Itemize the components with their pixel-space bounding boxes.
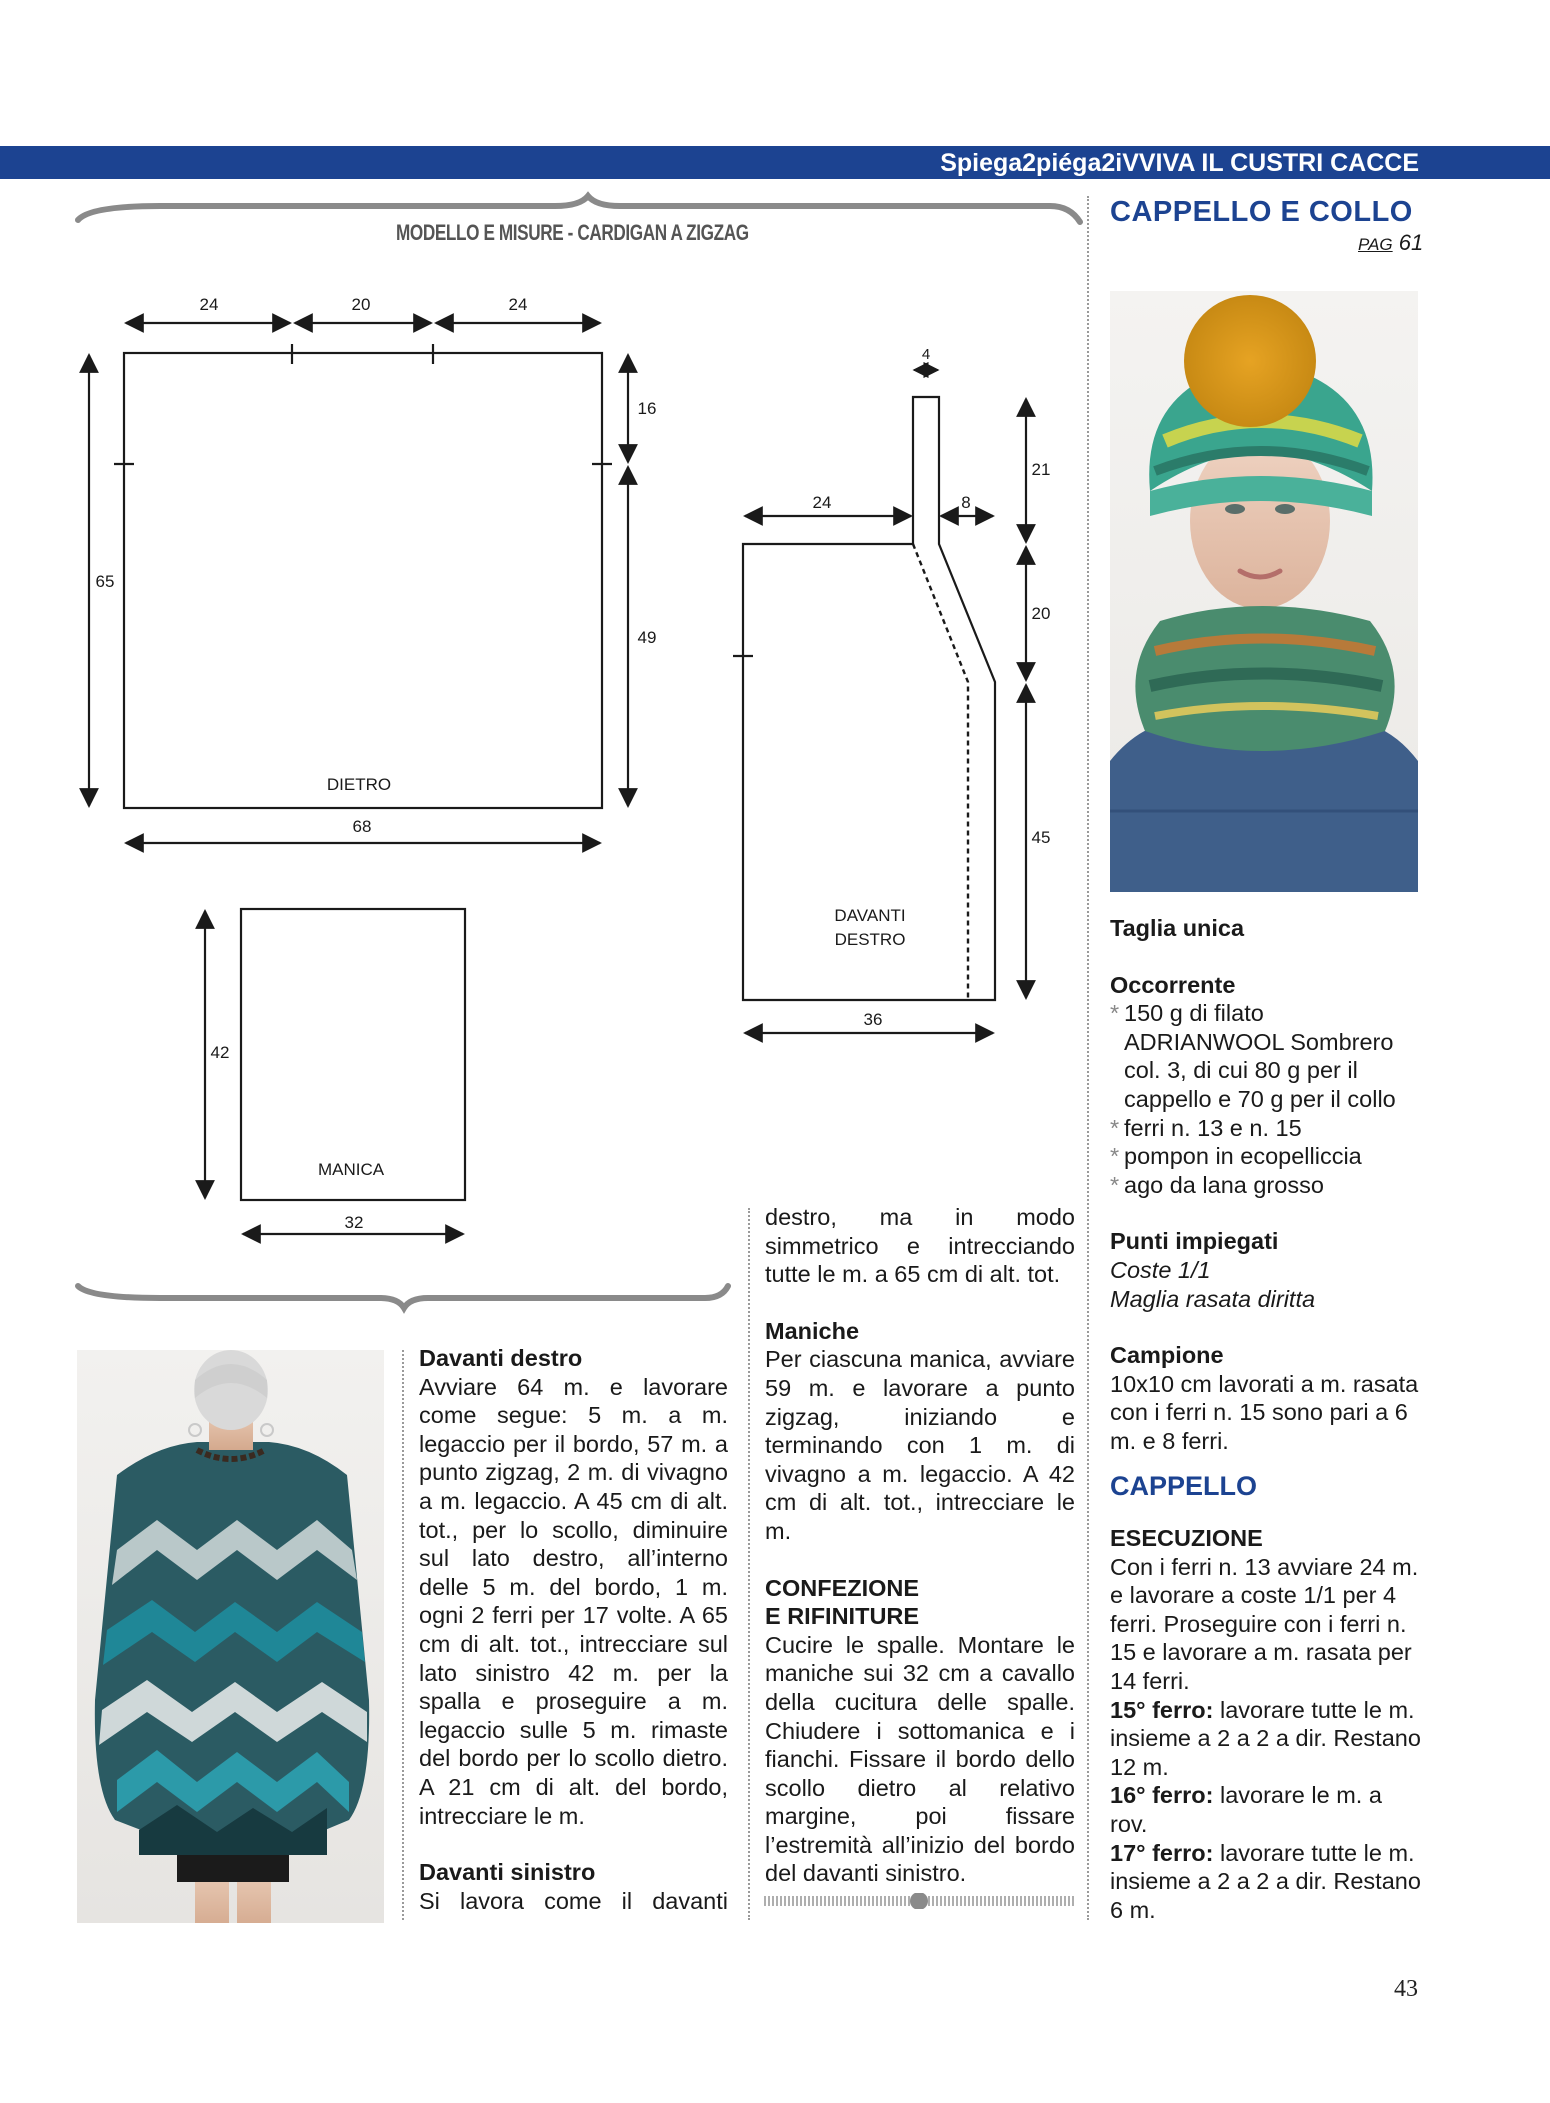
label-back-width: 68: [352, 817, 372, 836]
label-back-height: 65: [95, 572, 115, 591]
heading-cappello: CAPPELLO: [1110, 1470, 1258, 1501]
label-front-name-2: DESTRO: [834, 930, 906, 949]
heading-davanti-destro: Davanti destro: [419, 1345, 583, 1371]
label-front-top: 24: [812, 493, 832, 512]
text-maniche: Per ciascuna manica, avviare 59 m. e lavorare a punto zigzag, iniziando e terminando con 1 m. di vivagno a m. legaccio. A 42 cm di alt. tot., intrecciare le m.: [765, 1346, 1075, 1544]
heading-campione: Campione: [1110, 1342, 1224, 1369]
text-davanti-destro: Avviare 64 m. e lavorare come segue: 5 m. a m. legaccio per il bordo, 57 m. a punto zigzag, 2 m. di vivagno a m. legaccio. A 45 cm di alt. tot., per lo scollo, diminuire sul lato destro, all’interno delle 5 m. del bordo, 1 m. ogni 2 ferri per 17 volte. A 65 cm di alt. tot., intrecciare sul lato sinistro 42 m. per la spalla e proseguire a m. legaccio sulle 5 m. rimaste del bordo per lo scollo dietro. A 21 cm di alt. del bordo, intrecciare le m.: [419, 1373, 728, 1829]
page-reference-number: 61: [1398, 230, 1424, 255]
label-front-width: 36: [863, 1010, 883, 1029]
running-title: Spiega2piéga2iVVIVA IL CUSTRI CACCE: [940, 149, 1419, 177]
bullet-icon: *: [1110, 1114, 1120, 1141]
label-sleeve-width: 32: [344, 1213, 364, 1232]
label-sleeve-height: 42: [210, 1043, 230, 1062]
list-item: * ago da lana grosso: [1110, 1171, 1324, 1198]
list-item: * pompon in ecopelliccia: [1110, 1143, 1362, 1170]
label-front-neck: 4: [921, 346, 931, 363]
heading-davanti-sinistro: Davanti sinistro: [419, 1859, 596, 1886]
label-front-slope: 8: [961, 493, 971, 512]
text-davanti-sinistro: Si lavora come il davanti: [419, 1887, 728, 1914]
column-cappello: [1110, 914, 1422, 1924]
brace-bottom: [78, 1286, 728, 1308]
heading-taglia: Taglia unica: [1110, 915, 1245, 941]
list-item: * 150 g di filato ADRIANWOOL Sombrero col. 3, di cui 80 g per il cappello e 70 g per il collo: [1110, 1000, 1396, 1112]
text-esecuzione: Con i ferri n. 13 avviare 24 m. e lavorare a coste 1/1 per 4 ferri. Proseguire con i ferri n. 15 e lavorare a m. rasata per 14 ferri.: [1110, 1553, 1419, 1695]
label-back-top-right: 24: [508, 295, 528, 314]
heading-confezione-1: CONFEZIONE: [765, 1574, 920, 1601]
row-17: 17° ferro: lavorare tutte le m. insieme a 2 a 2 a dir. Restano 6 m.: [1110, 1839, 1421, 1923]
row-16: 16° ferro: lavorare le m. a rov.: [1110, 1782, 1382, 1838]
list-item: * ferri n. 13 e n. 15: [1110, 1114, 1302, 1141]
diagram-title: MODELLO E MISURE - CARDIGAN A ZIGZAG: [396, 220, 749, 245]
text-campione: 10x10 cm lavorati a m. rasata con i ferri n. 15 sono pari a 6 m. e 8 ferri.: [1110, 1370, 1419, 1454]
column-divider: [402, 1350, 404, 1920]
bullet-icon: *: [1110, 1143, 1120, 1170]
page-reference-label: PAG: [1358, 235, 1393, 254]
bullet-icon: *: [1110, 1171, 1120, 1198]
label-back-right-upper: 16: [637, 399, 657, 418]
page-reference: [1358, 230, 1423, 256]
column-divider: [748, 1208, 750, 1920]
bullet-icon: *: [1110, 1000, 1120, 1027]
label-front-band-mid: 20: [1031, 604, 1051, 623]
heading-maniche: Maniche: [765, 1317, 860, 1344]
label-front-name-1: DAVANTI: [834, 906, 906, 925]
column-divider: [1087, 196, 1089, 1920]
hat-collar-photo: [1110, 291, 1418, 892]
stitch-item: Maglia rasata diritta: [1110, 1285, 1316, 1312]
label-back-top-left: 24: [199, 295, 219, 314]
heading-confezione-2: E RIFINITURE: [765, 1603, 920, 1630]
heading-esecuzione: ESECUZIONE: [1110, 1525, 1263, 1552]
cardigan-photo: [77, 1350, 384, 1923]
label-sleeve-name: MANICA: [317, 1160, 385, 1179]
label-front-band-lower: 45: [1031, 828, 1051, 847]
heading-punti: Punti impiegati: [1110, 1228, 1279, 1255]
row-15: 15° ferro: lavorare tutte le m. insieme a 2 a 2 a dir. Restano 12 m.: [1110, 1696, 1421, 1780]
label-back-right-lower: 49: [637, 628, 657, 647]
text-davanti-cont: destro, ma in modo simmetrico e intrecciando tutte le m. a 65 cm di alt. tot.: [765, 1204, 1075, 1288]
back-panel: [124, 353, 602, 808]
label-front-band-upper: 21: [1031, 460, 1051, 479]
page-number: 43: [1394, 1976, 1418, 2002]
column-maniche: [765, 1203, 1075, 1888]
text-confezione: Cucire le spalle. Montare le maniche sui 32 cm a cavallo della cucitura delle spalle. Chiudere i sottomanica e i fianchi. Fissare il bordo dello scollo dietro al relativo margine, poi fissare l’estremità all’inizio del bordo del davanti sinistro.: [765, 1631, 1075, 1887]
label-back-top-mid: 20: [351, 295, 371, 314]
heading-occorrente: Occorrente: [1110, 971, 1236, 998]
section-title: CAPPELLO E COLLO: [1110, 196, 1413, 228]
brace-top: [78, 196, 1080, 222]
label-back-name: DIETRO: [326, 775, 392, 794]
sleeve-panel: [241, 909, 465, 1200]
column-davanti: [419, 1344, 728, 1915]
decorative-slider: [764, 1893, 1076, 1909]
stitch-item: Coste 1/1: [1110, 1256, 1211, 1283]
